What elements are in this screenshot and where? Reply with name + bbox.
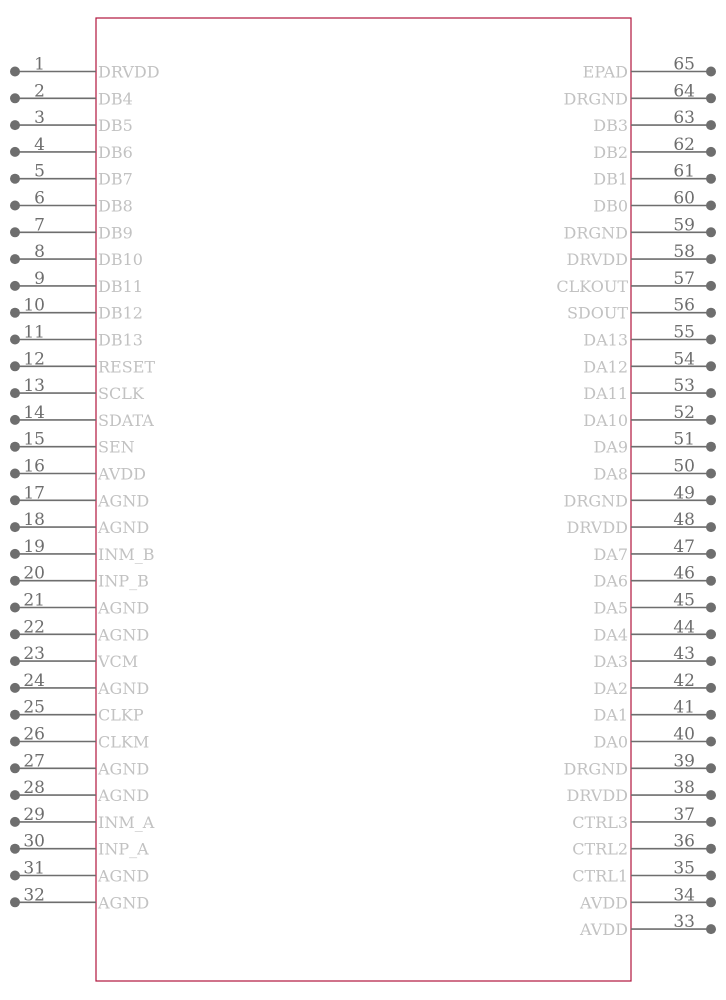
- pin-20: [10, 564, 149, 591]
- pin-number: 6: [34, 188, 45, 209]
- pin-54: [583, 349, 716, 376]
- pin-number: 52: [673, 402, 695, 423]
- pin-terminal-dot: [10, 147, 20, 157]
- pin-name: DA9: [593, 437, 628, 457]
- pin-59: [564, 215, 716, 242]
- pin-52: [583, 403, 716, 430]
- pin-number: 51: [673, 429, 695, 450]
- pin-15: [10, 430, 135, 457]
- pin-number: 44: [673, 617, 695, 638]
- pin-terminal-dot: [10, 254, 20, 264]
- pin-name: DB1: [593, 169, 628, 189]
- pin-16: [10, 457, 146, 484]
- pin-terminal-dot: [706, 201, 716, 211]
- pin-terminal-dot: [706, 683, 716, 693]
- pin-number: 53: [673, 376, 695, 397]
- pin-number: 60: [673, 188, 695, 209]
- pin-terminal-dot: [706, 603, 716, 613]
- pin-51: [593, 430, 716, 457]
- pin-name: SCLK: [98, 384, 144, 404]
- pin-name: DRVDD: [566, 250, 628, 270]
- pin-7: [10, 215, 133, 242]
- pin-name: AVDD: [580, 893, 628, 913]
- pin-terminal-dot: [10, 603, 20, 613]
- pin-terminal-dot: [706, 844, 716, 854]
- pin-name: DA6: [593, 571, 628, 591]
- pin-6: [10, 189, 133, 216]
- pin-name: DRGND: [563, 223, 628, 243]
- pin-number: 22: [23, 617, 45, 638]
- pin-number: 45: [673, 590, 695, 611]
- pin-65: [583, 55, 716, 82]
- pin-name: INP_B: [98, 571, 149, 591]
- pin-32: [10, 885, 149, 912]
- pin-name: AGND: [98, 598, 150, 618]
- pin-number: 55: [673, 322, 695, 343]
- pin-name: DB0: [593, 196, 628, 216]
- pin-36: [572, 832, 716, 859]
- pin-25: [10, 698, 144, 725]
- pin-number: 13: [23, 376, 45, 397]
- pin-9: [10, 269, 143, 296]
- pin-number: 37: [673, 804, 695, 825]
- pin-number: 59: [673, 215, 695, 236]
- pin-53: [583, 376, 716, 403]
- pin-terminal-dot: [10, 844, 20, 854]
- pin-name: INM_A: [98, 812, 155, 832]
- pin-terminal-dot: [10, 361, 20, 371]
- pin-number: 10: [23, 295, 45, 316]
- pin-47: [593, 537, 716, 564]
- pin-10: [10, 296, 143, 323]
- pin-terminal-dot: [706, 442, 716, 452]
- pin-terminal-dot: [10, 388, 20, 398]
- pin-22: [10, 617, 149, 644]
- pin-terminal-dot: [10, 67, 20, 77]
- pin-terminal-dot: [10, 897, 20, 907]
- pin-terminal-dot: [706, 147, 716, 157]
- pin-terminal-dot: [706, 254, 716, 264]
- pin-64: [564, 81, 716, 108]
- pin-terminal-dot: [10, 817, 20, 827]
- pin-55: [583, 323, 716, 350]
- pin-terminal-dot: [706, 174, 716, 184]
- pin-name: DA5: [593, 598, 628, 618]
- pin-terminal-dot: [706, 281, 716, 291]
- pin-58: [566, 242, 716, 269]
- pin-number: 64: [673, 81, 695, 102]
- pin-number: 18: [23, 510, 45, 531]
- pin-name: CLKP: [98, 705, 144, 725]
- pin-terminal-dot: [706, 93, 716, 103]
- pin-number: 25: [23, 697, 45, 718]
- pin-number: 20: [23, 563, 45, 584]
- pin-name: CTRL3: [572, 812, 628, 832]
- pin-17: [10, 483, 149, 510]
- pin-terminal-dot: [706, 522, 716, 532]
- pin-2: [10, 81, 133, 108]
- pin-terminal-dot: [10, 576, 20, 586]
- pin-terminal-dot: [10, 763, 20, 773]
- pin-number: 42: [673, 670, 695, 691]
- pin-18: [10, 510, 149, 537]
- pin-name: DB12: [98, 303, 143, 323]
- pin-name: CLKM: [98, 732, 150, 752]
- pin-name: DB5: [98, 116, 133, 136]
- pin-name: AGND: [98, 893, 150, 913]
- pin-terminal-dot: [10, 281, 20, 291]
- pin-number: 30: [23, 831, 45, 852]
- pin-50: [593, 457, 716, 484]
- pin-number: 26: [23, 724, 45, 745]
- pin-name: DRGND: [563, 491, 628, 511]
- pin-number: 23: [23, 644, 45, 665]
- pin-name: DA12: [583, 357, 628, 377]
- pin-number: 27: [23, 751, 45, 772]
- pin-number: 33: [673, 912, 695, 933]
- pin-29: [10, 805, 155, 832]
- pin-number: 21: [23, 590, 45, 611]
- pin-terminal-dot: [706, 335, 716, 345]
- pin-name: AGND: [98, 866, 150, 886]
- pin-terminal-dot: [10, 495, 20, 505]
- pin-name: CLKOUT: [556, 276, 628, 296]
- pin-number: 1: [34, 54, 45, 75]
- pin-30: [10, 832, 149, 859]
- pin-number: 57: [673, 268, 695, 289]
- pin-number: 38: [673, 778, 695, 799]
- pin-19: [10, 537, 154, 564]
- pin-number: 9: [34, 268, 45, 289]
- pin-terminal-dot: [706, 871, 716, 881]
- pin-23: [10, 644, 138, 671]
- pin-12: [10, 349, 155, 376]
- pin-name: AGND: [98, 518, 150, 538]
- pin-13: [10, 376, 145, 403]
- component-body: [96, 18, 631, 981]
- pin-terminal-dot: [706, 817, 716, 827]
- left-pin-group: [10, 55, 160, 913]
- pin-name: DRVDD: [566, 786, 628, 806]
- pin-name: DB7: [98, 169, 133, 189]
- pin-name: DA7: [593, 544, 628, 564]
- pin-number: 43: [673, 644, 695, 665]
- pin-14: [10, 403, 154, 430]
- pin-terminal-dot: [706, 120, 716, 130]
- pin-number: 11: [23, 322, 45, 343]
- pin-number: 32: [23, 885, 45, 906]
- pin-terminal-dot: [10, 442, 20, 452]
- pin-40: [593, 725, 716, 752]
- pin-number: 62: [673, 134, 695, 155]
- pin-number: 14: [23, 402, 45, 423]
- pin-name: DA3: [593, 652, 628, 672]
- pin-63: [593, 108, 716, 135]
- pin-37: [572, 805, 716, 832]
- pin-terminal-dot: [706, 495, 716, 505]
- pin-24: [10, 671, 149, 698]
- pin-21: [10, 591, 149, 618]
- pin-name: DA11: [583, 384, 628, 404]
- pin-39: [564, 751, 716, 778]
- pin-57: [556, 269, 716, 296]
- pin-48: [566, 510, 716, 537]
- pin-name: DB2: [593, 142, 628, 162]
- pin-terminal-dot: [10, 790, 20, 800]
- pin-terminal-dot: [706, 227, 716, 237]
- pin-name: SEN: [98, 437, 135, 457]
- pin-number: 3: [34, 108, 45, 129]
- pin-terminal-dot: [10, 871, 20, 881]
- pin-terminal-dot: [10, 629, 20, 639]
- pin-name: DB11: [98, 276, 143, 296]
- pin-number: 5: [34, 161, 45, 182]
- pin-name: DRVDD: [98, 62, 160, 82]
- pin-number: 2: [34, 81, 45, 102]
- pin-name: INM_B: [98, 544, 155, 564]
- pin-name: DA10: [583, 410, 628, 430]
- pin-name: AGND: [98, 491, 150, 511]
- pin-number: 7: [34, 215, 45, 236]
- pin-number: 63: [673, 108, 695, 129]
- pin-terminal-dot: [706, 549, 716, 559]
- pin-number: 19: [23, 536, 45, 557]
- pin-name: DRGND: [563, 89, 628, 109]
- pin-number: 40: [673, 724, 695, 745]
- pin-8: [10, 242, 143, 269]
- pin-number: 48: [673, 510, 695, 531]
- pin-terminal-dot: [10, 656, 20, 666]
- pin-terminal-dot: [10, 549, 20, 559]
- pin-terminal-dot: [706, 576, 716, 586]
- pin-terminal-dot: [10, 120, 20, 130]
- pin-terminal-dot: [10, 308, 20, 318]
- pin-number: 8: [34, 242, 45, 263]
- pin-34: [579, 885, 716, 912]
- pin-number: 34: [673, 885, 695, 906]
- pin-name: VCM: [98, 652, 139, 672]
- pin-number: 39: [673, 751, 695, 772]
- pin-name: AVDD: [580, 920, 628, 940]
- pin-terminal-dot: [706, 656, 716, 666]
- pin-name: DRGND: [563, 759, 628, 779]
- pin-name: DA8: [593, 464, 628, 484]
- pin-46: [593, 564, 716, 591]
- pin-terminal-dot: [10, 174, 20, 184]
- pin-terminal-dot: [706, 710, 716, 720]
- pin-number: 17: [23, 483, 45, 504]
- pin-11: [10, 323, 143, 350]
- pin-61: [593, 162, 716, 189]
- pin-45: [593, 591, 716, 618]
- pin-33: [579, 912, 716, 939]
- pin-name: DB10: [98, 250, 143, 270]
- pin-terminal-dot: [706, 388, 716, 398]
- pin-terminal-dot: [706, 469, 716, 479]
- pin-terminal-dot: [10, 683, 20, 693]
- pin-35: [572, 859, 716, 886]
- pin-number: 49: [673, 483, 695, 504]
- pin-terminal-dot: [706, 763, 716, 773]
- pin-terminal-dot: [706, 924, 716, 934]
- pin-number: 35: [673, 858, 695, 879]
- pin-name: DB3: [593, 116, 628, 136]
- pin-26: [10, 725, 149, 752]
- pin-name: RESET: [98, 357, 156, 377]
- pin-name: DA0: [593, 732, 628, 752]
- pin-name: DA1: [593, 705, 628, 725]
- pin-43: [593, 644, 716, 671]
- pin-number: 24: [23, 670, 45, 691]
- pin-name: SDOUT: [566, 303, 628, 323]
- pin-number: 28: [23, 778, 45, 799]
- pin-terminal-dot: [706, 790, 716, 800]
- pin-number: 31: [23, 858, 45, 879]
- pin-terminal-dot: [10, 93, 20, 103]
- pin-number: 29: [23, 804, 45, 825]
- pin-terminal-dot: [706, 361, 716, 371]
- pin-name: DB6: [98, 142, 133, 162]
- pin-number: 47: [673, 536, 695, 557]
- pin-name: EPAD: [582, 62, 628, 82]
- pin-name: DA13: [583, 330, 628, 350]
- pin-5: [10, 162, 133, 189]
- pin-31: [10, 859, 149, 886]
- pin-terminal-dot: [10, 469, 20, 479]
- pin-name: DB4: [98, 89, 133, 109]
- pin-number: 4: [34, 134, 45, 155]
- pin-number: 58: [673, 242, 695, 263]
- pin-56: [567, 296, 716, 323]
- pin-name: AGND: [98, 678, 150, 698]
- pin-terminal-dot: [10, 335, 20, 345]
- pin-name: AGND: [98, 625, 150, 645]
- pin-terminal-dot: [706, 897, 716, 907]
- pin-name: DA4: [593, 625, 628, 645]
- pin-name: CTRL1: [572, 866, 628, 886]
- pin-number: 36: [673, 831, 695, 852]
- pin-name: DA2: [593, 678, 628, 698]
- pin-terminal-dot: [10, 415, 20, 425]
- pin-terminal-dot: [10, 522, 20, 532]
- pin-name: DRVDD: [566, 518, 628, 538]
- pin-60: [593, 189, 716, 216]
- pin-number: 41: [673, 697, 695, 718]
- pin-42: [593, 671, 716, 698]
- pin-name: SDATA: [98, 410, 154, 430]
- pin-28: [10, 778, 149, 805]
- pin-number: 12: [23, 349, 45, 370]
- pin-41: [593, 698, 716, 725]
- pin-number: 65: [673, 54, 695, 75]
- pin-1: [10, 55, 160, 82]
- pin-number: 15: [23, 429, 45, 450]
- pin-terminal-dot: [706, 415, 716, 425]
- pin-number: 46: [673, 563, 695, 584]
- pin-44: [593, 617, 716, 644]
- pin-number: 61: [673, 161, 695, 182]
- pin-number: 56: [673, 295, 695, 316]
- pin-terminal-dot: [10, 710, 20, 720]
- pin-terminal-dot: [10, 201, 20, 211]
- pin-number: 16: [23, 456, 45, 477]
- pin-3: [10, 108, 133, 135]
- pin-name: DB8: [98, 196, 133, 216]
- pin-62: [593, 135, 716, 162]
- pin-27: [10, 751, 149, 778]
- pin-name: AVDD: [98, 464, 146, 484]
- pin-38: [566, 778, 716, 805]
- pin-number: 54: [673, 349, 695, 370]
- pin-terminal-dot: [706, 629, 716, 639]
- pin-terminal-dot: [10, 227, 20, 237]
- pin-terminal-dot: [706, 67, 716, 77]
- pin-name: DB13: [98, 330, 143, 350]
- pin-terminal-dot: [10, 737, 20, 747]
- pin-terminal-dot: [706, 737, 716, 747]
- pin-name: INP_A: [98, 839, 149, 859]
- pin-name: AGND: [98, 759, 150, 779]
- right-pin-group: [556, 55, 716, 940]
- pin-name: CTRL2: [572, 839, 628, 859]
- pin-name: AGND: [98, 786, 150, 806]
- pin-4: [10, 135, 133, 162]
- pin-number: 50: [673, 456, 695, 477]
- pin-49: [564, 483, 716, 510]
- pin-name: DB9: [98, 223, 133, 243]
- pin-terminal-dot: [706, 308, 716, 318]
